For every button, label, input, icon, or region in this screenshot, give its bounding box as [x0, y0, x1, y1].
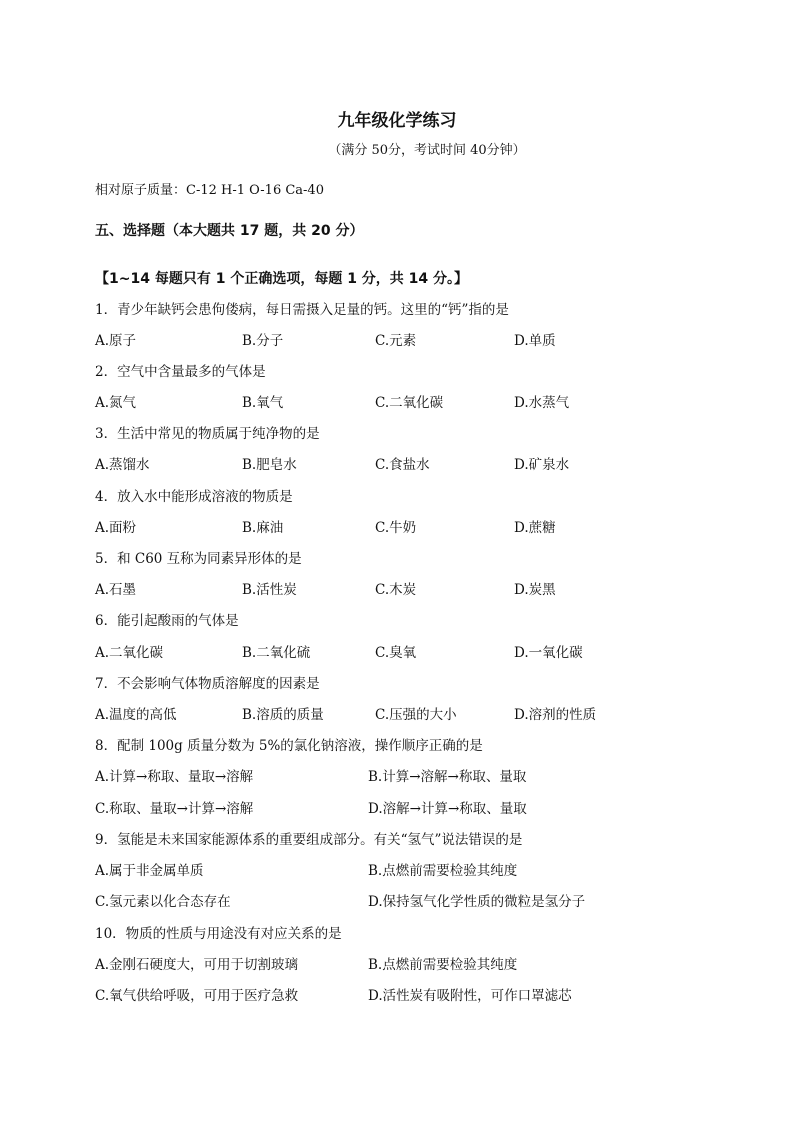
section-heading: 五、选择题（本大题共 17 题，共 20 分）	[95, 223, 364, 239]
q9-option-d: D.保持氢气化学性质的微粒是氢分子	[368, 894, 586, 910]
q7-option-d: D.溶剂的性质	[514, 707, 597, 723]
question-1-stem: 1．青少年缺钙会患佝偻病，每日需摄入足量的钙。这里的“钙”指的是	[95, 302, 509, 318]
q6-option-a: A.二氧化碳	[95, 645, 164, 661]
q3-option-d: D.矿泉水	[514, 457, 570, 473]
q8-option-c: C.称取、量取→计算→溶解	[95, 801, 254, 817]
question-10-stem: 10．物质的性质与用途没有对应关系的是	[95, 926, 342, 942]
q5-option-a: A.石墨	[95, 582, 137, 598]
question-9-stem: 9．氢能是未来国家能源体系的重要组成部分。有关“氢气”说法错误的是	[95, 832, 523, 848]
question-4-stem: 4．放入水中能形成溶液的物质是	[95, 489, 293, 505]
q2-option-d: D.水蒸气	[514, 395, 570, 411]
question-7-stem: 7．不会影响气体物质溶解度的因素是	[95, 676, 320, 692]
q6-option-b: B.二氧化硫	[242, 645, 311, 661]
q9-option-b: B.点燃前需要检验其纯度	[368, 863, 518, 879]
q8-option-a: A.计算→称取、量取→溶解	[95, 769, 254, 785]
q5-option-d: D.炭黑	[514, 582, 556, 598]
q10-option-a: A.金刚石硬度大，可用于切割玻璃	[95, 957, 299, 973]
q5-option-b: B.活性炭	[242, 582, 297, 598]
q1-option-a: A.原子	[95, 333, 137, 349]
q3-option-b: B.肥皂水	[242, 457, 297, 473]
q2-option-c: C.二氧化碳	[375, 395, 444, 411]
q3-option-c: C.食盐水	[375, 457, 430, 473]
exam-subtitle: （满分 50分，考试时间 40分钟）	[328, 143, 526, 158]
q4-option-d: D.蔗糖	[514, 520, 556, 536]
q9-option-a: A.属于非金属单质	[95, 863, 204, 879]
q4-option-b: B.麻油	[242, 520, 284, 536]
question-8-stem: 8．配制 100g 质量分数为 5%的氯化钠溶液，操作顺序正确的是	[95, 738, 483, 754]
q1-option-b: B.分子	[242, 333, 284, 349]
section-instruction: 【1~14 每题只有 1 个正确选项，每题 1 分，共 14 分。】	[95, 271, 469, 287]
question-3-stem: 3．生活中常见的物质属于纯净物的是	[95, 426, 320, 442]
q1-option-c: C.元素	[375, 333, 417, 349]
q2-option-b: B.氧气	[242, 395, 284, 411]
q9-option-c: C.氢元素以化合态存在	[95, 894, 231, 910]
q1-option-d: D.单质	[514, 333, 556, 349]
q10-option-b: B.点燃前需要检验其纯度	[368, 957, 518, 973]
q4-option-c: C.牛奶	[375, 520, 417, 536]
question-6-stem: 6．能引起酸雨的气体是	[95, 613, 239, 629]
q2-option-a: A.氮气	[95, 395, 137, 411]
page-title: 九年级化学练习	[337, 111, 457, 131]
question-2-stem: 2．空气中含量最多的气体是	[95, 364, 266, 380]
q10-option-d: D.活性炭有吸附性，可作口罩滤芯	[368, 988, 572, 1004]
q6-option-c: C.臭氧	[375, 645, 417, 661]
q5-option-c: C.木炭	[375, 582, 417, 598]
q7-option-a: A.温度的高低	[95, 707, 177, 723]
q3-option-a: A.蒸馏水	[95, 457, 150, 473]
q7-option-b: B.溶质的质量	[242, 707, 324, 723]
q4-option-a: A.面粉	[95, 520, 137, 536]
question-5-stem: 5．和 C60 互称为同素异形体的是	[95, 551, 302, 567]
q8-option-d: D.溶解→计算→称取、量取	[368, 801, 527, 817]
q8-option-b: B.计算→溶解→称取、量取	[368, 769, 527, 785]
q6-option-d: D.一氧化碳	[514, 645, 583, 661]
q10-option-c: C.氧气供给呼吸，可用于医疗急救	[95, 988, 299, 1004]
atomic-mass-line: 相对原子质量：C-12 H-1 O-16 Ca-40	[95, 183, 324, 198]
q7-option-c: C.压强的大小	[375, 707, 457, 723]
